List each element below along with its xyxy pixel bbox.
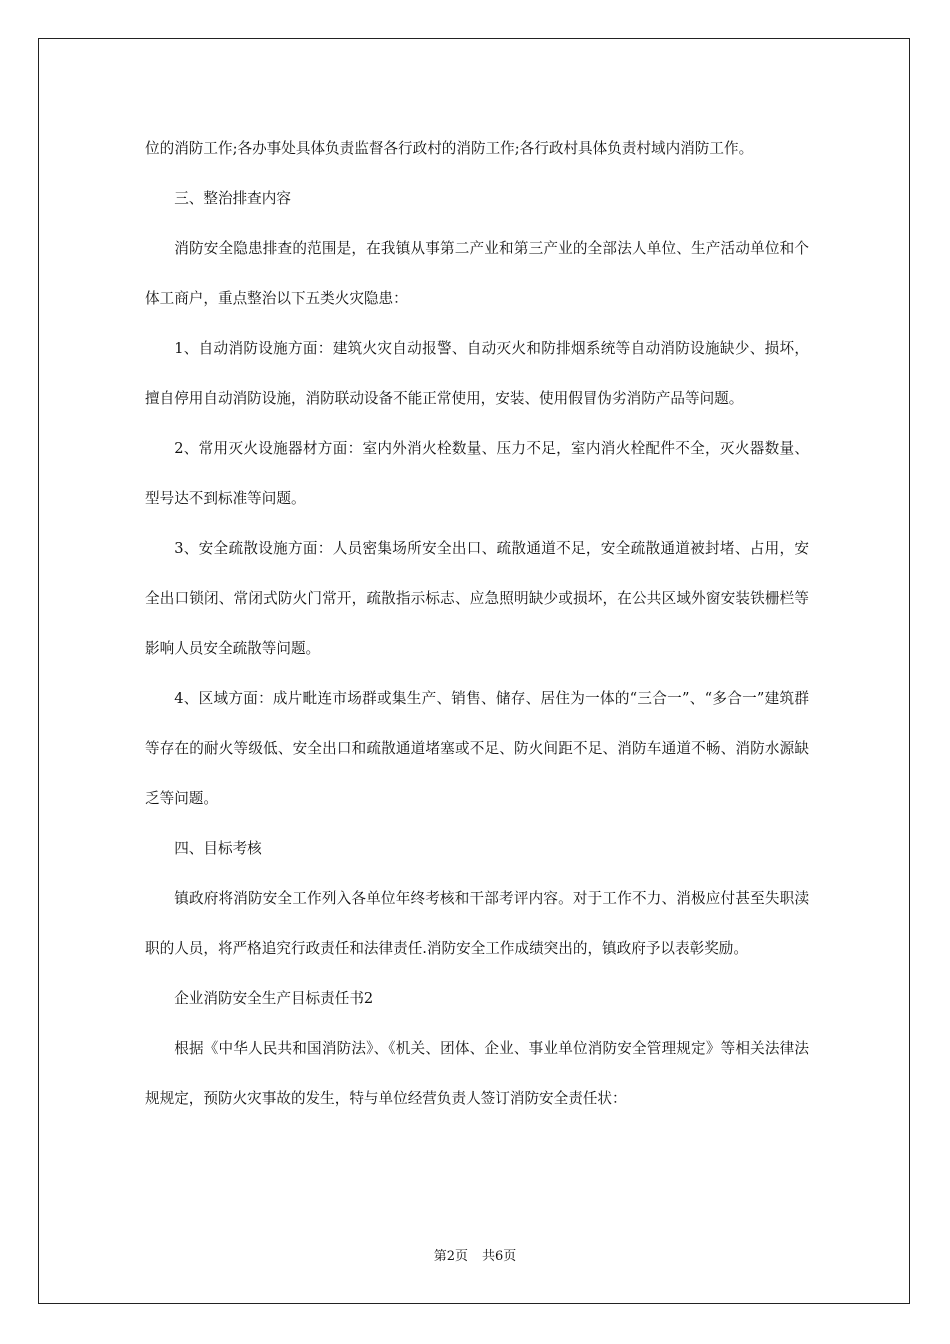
document-body — [145, 124, 809, 1124]
page-footer — [0, 1248, 950, 1266]
paragraph: 消防安全隐患排查的范围是，在我镇从事第二产业和第三产业的全部法人单位、生产活动单位和个体工商户，重点整治以下五类火灾隐患： — [145, 240, 809, 307]
paragraph: 3、安全疏散设施方面：人员密集场所安全出口、疏散通道不足，安全疏散通道被封堵、占用，安全出口锁闭、常闭式防火门常开，疏散指示标志、应急照明缺少或损坏，在公共区域外窗安装铁栅栏等影响人员安全疏散等问题。 — [145, 540, 809, 657]
section-heading: 三、整治排查内容 — [174, 190, 291, 207]
paragraph: 1、自动消防设施方面：建筑火灾自动报警、自动灭火和防排烟系统等自动消防设施缺少、损坏，擅自停用自动消防设施，消防联动设备不能正常使用，安装、使用假冒伪劣消防产品等问题。 — [145, 340, 809, 407]
page-total: 共6页 — [482, 1249, 517, 1264]
paragraph: 2、常用灭火设施器材方面：室内外消火栓数量、压力不足，室内消火栓配件不全，灭火器数量、型号达不到标准等问题。 — [145, 440, 809, 507]
paragraph: 根据《中华人民共和国消防法》、《机关、团体、企业、事业单位消防安全管理规定》等相关法律法规规定，预防火灾事故的发生，特与单位经营负责人签订消防安全责任状： — [145, 1040, 809, 1107]
section-heading: 四、目标考核 — [174, 840, 262, 857]
paragraph: 镇政府将消防安全工作列入各单位年终考核和干部考评内容。对于工作不力、消极应付甚至失职渎职的人员，将严格追究行政责任和法律责任.消防安全工作成绩突出的，镇政府予以表彰奖励。 — [145, 890, 809, 957]
paragraph: 位的消防工作;各办事处具体负责监督各行政村的消防工作;各行政村具体负责村域内消防工作。 — [145, 140, 754, 157]
document-subtitle: 企业消防安全生产目标责任书2 — [174, 990, 374, 1007]
paragraph: 4、区域方面：成片毗连市场群或集生产、销售、储存、居住为一体的“三合一”、“多合一”建筑群等存在的耐火等级低、安全出口和疏散通道堵塞或不足、防火间距不足、消防车通道不畅、消防水源缺乏等问题。 — [145, 690, 809, 807]
page-number: 第2页 — [433, 1249, 468, 1264]
